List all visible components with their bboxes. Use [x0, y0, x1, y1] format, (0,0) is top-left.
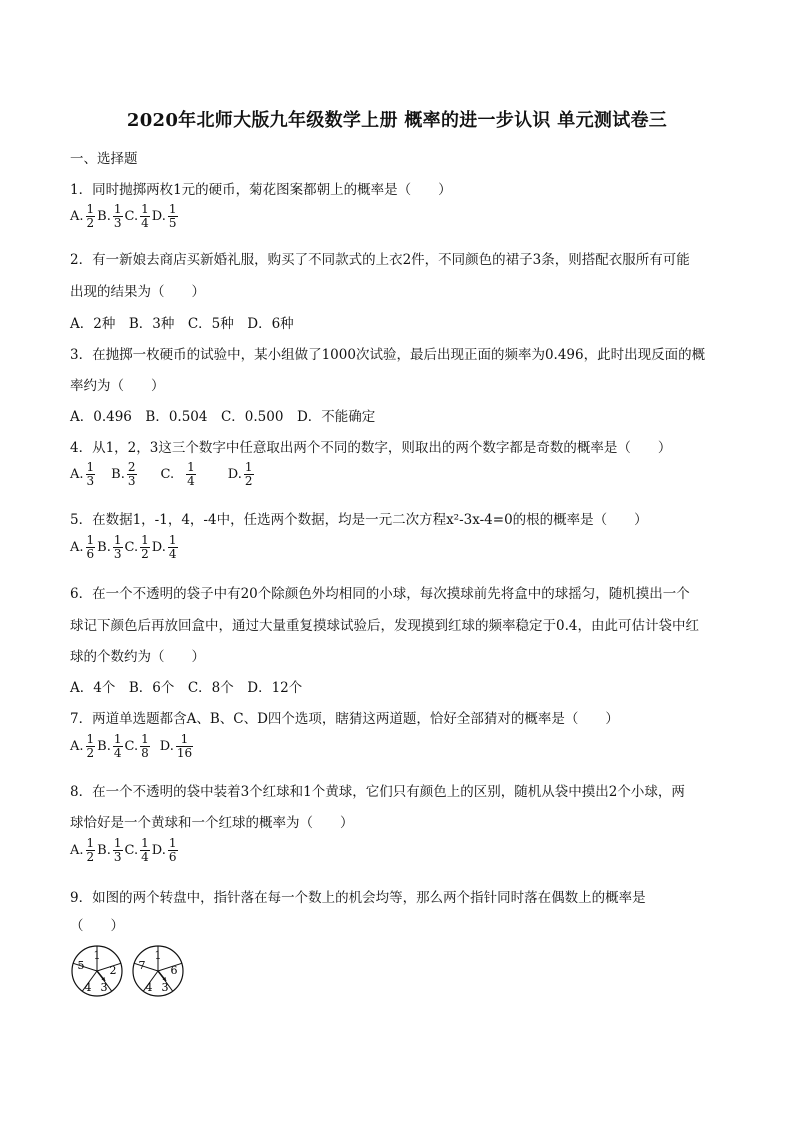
question-6-line-3: 球的个数约为（ ） — [70, 649, 205, 665]
fraction: $\frac{1}{8}$ — [141, 732, 149, 760]
question-6-line-1: 6．在一个不透明的袋子中有20个除颜色外均相同的小球，每次摸球前先将盒中的球摇匀，随机摸出一个 — [70, 586, 690, 602]
spinner-number: 2 — [109, 964, 117, 977]
option-d[interactable]: D. $\frac{1}{16}$ — [159, 732, 193, 760]
fraction: $\frac{1}{2}$ — [244, 460, 253, 488]
option-c[interactable]: C. $\frac{1}{4}$ — [160, 460, 195, 488]
question-1-options — [70, 203, 180, 230]
fraction: $\frac{1}{6}$ — [168, 836, 177, 864]
fraction: $\frac{1}{3}$ — [86, 460, 95, 488]
option-a[interactable]: A. $\frac{1}{3}$ — [70, 460, 95, 488]
option-d[interactable]: D. $\frac{1}{4}$ — [151, 533, 177, 561]
option-c[interactable]: C. $\frac{1}{2}$ — [124, 533, 149, 561]
option-a[interactable]: A. $\frac{1}{2}$ — [70, 836, 95, 864]
option-a[interactable]: A. $\frac{1}{2}$ — [70, 732, 95, 760]
fraction: $\frac{1}{2}$ — [86, 202, 95, 230]
question-8-options — [70, 837, 180, 864]
spinner-number: 4 — [84, 981, 92, 994]
spinner-right — [133, 946, 183, 996]
option-c[interactable]: C. $\frac{1}{8}$ — [124, 732, 149, 760]
fraction: $\frac{1}{3}$ — [113, 202, 122, 230]
spinner-number: 3 — [100, 981, 108, 994]
section-heading: 一、选择题 — [70, 151, 138, 167]
question-7-line-1: 7．两道单选题都含A、B、C、D四个选项，瞎猜这两道题，恰好全部猜对的概率是（ ） — [70, 711, 619, 727]
spinner-diagram — [70, 944, 190, 1000]
spinner-number: 1 — [154, 949, 162, 962]
question-6-options[interactable]: A．4个 B．6个 C．8个 D．12个 — [70, 680, 303, 696]
spinner-number: 4 — [145, 981, 153, 994]
question-3-line-1: 3．在抛掷一枚硬币的试验中，某小组做了1000次试验，最后出现正面的频率为0.496，此时出现反面的概 — [70, 347, 706, 363]
option-d[interactable]: D. $\frac{1}{6}$ — [151, 836, 177, 864]
question-2-line-2: 出现的结果为（ ） — [70, 284, 205, 300]
fraction: $\frac{1}{4}$ — [141, 836, 149, 864]
spinner-number: 1 — [93, 949, 101, 962]
question-1-line-1: 1．同时抛掷两枚1元的硬币，菊花图案都朝上的概率是（ ） — [70, 182, 452, 198]
question-9-line-2: （ ） — [70, 918, 124, 934]
option-d[interactable]: D. $\frac{1}{2}$ — [227, 460, 253, 488]
option-b[interactable]: B. $\frac{2}{3}$ — [111, 460, 136, 488]
fraction: $\frac{1}{3}$ — [113, 836, 122, 864]
option-b[interactable]: B. $\frac{1}{3}$ — [97, 202, 122, 230]
fraction: $\frac{1}{6}$ — [86, 533, 95, 561]
spinner-number: 7 — [138, 959, 146, 972]
question-6-line-2: 球记下颜色后再放回盒中，通过大量重复摸球试验后，发现摸到红球的频率稳定于0.4，由此可估计袋中红 — [70, 618, 699, 634]
question-3-options[interactable]: A．0.496 B．0.504 C．0.500 D．不能确定 — [70, 409, 376, 425]
question-7-options — [70, 733, 195, 760]
fraction: $\frac{1}{4}$ — [141, 202, 149, 230]
fraction: $\frac{1}{3}$ — [113, 533, 122, 561]
fraction: $\frac{1}{2}$ — [141, 533, 149, 561]
spinner-number: 6 — [170, 964, 178, 977]
fraction: $\frac{1}{4}$ — [113, 732, 122, 760]
option-a[interactable]: A. $\frac{1}{2}$ — [70, 202, 95, 230]
fraction: $\frac{1}{2}$ — [86, 732, 95, 760]
question-2-line-1: 2．有一新娘去商店买新婚礼服，购买了不同款式的上衣2件，不同颜色的裙子3条，则搭配衣服所有可能 — [70, 252, 690, 268]
option-c[interactable]: C. $\frac{1}{4}$ — [124, 836, 149, 864]
fraction: $\frac{1}{16}$ — [176, 732, 193, 760]
fraction: $\frac{2}{3}$ — [127, 460, 136, 488]
option-a[interactable]: A. $\frac{1}{6}$ — [70, 533, 95, 561]
option-b[interactable]: B. $\frac{1}{3}$ — [97, 836, 122, 864]
option-d[interactable]: D. $\frac{1}{5}$ — [151, 202, 177, 230]
option-b[interactable]: B. $\frac{1}{3}$ — [97, 533, 122, 561]
fraction: $\frac{1}{4}$ — [187, 460, 195, 488]
option-b[interactable]: B. $\frac{1}{4}$ — [97, 732, 122, 760]
spinner-number: 5 — [77, 959, 85, 972]
fraction: $\frac{1}{2}$ — [86, 836, 95, 864]
question-4-line-1: 4．从1，2，3这三个数字中任意取出两个不同的数字，则取出的两个数字都是奇数的概率是（ ） — [70, 440, 672, 456]
question-9-line-1: 9．如图的两个转盘中，指针落在每一个数上的机会均等，那么两个指针同时落在偶数上的概率是 — [70, 890, 646, 906]
question-8-line-2: 球恰好是一个黄球和一个红球的概率为（ ） — [70, 815, 354, 831]
option-c[interactable]: C. $\frac{1}{4}$ — [124, 202, 149, 230]
question-8-line-1: 8．在一个不透明的袋中装着3个红球和1个黄球，它们只有颜色上的区别，随机从袋中摸出2个小球，两 — [70, 784, 685, 800]
question-2-options[interactable]: A．2种 B．3种 C．5种 D．6种 — [70, 316, 294, 332]
fraction: $\frac{1}{5}$ — [168, 202, 177, 230]
question-4-options — [70, 461, 256, 488]
spinner-left — [72, 946, 122, 996]
question-5-line-1: 5．在数据1，-1，4，-4中，任选两个数据，均是一元二次方程x²-3x-4=0的根的概率是（ ） — [70, 512, 648, 528]
question-3-line-2: 率约为（ ） — [70, 378, 165, 394]
page-title: 2020年北师大版九年级数学上册 概率的进一步认识 单元测试卷三 — [126, 110, 668, 131]
fraction: $\frac{1}{4}$ — [168, 533, 177, 561]
question-5-options — [70, 534, 180, 561]
spinner-number: 3 — [161, 981, 169, 994]
